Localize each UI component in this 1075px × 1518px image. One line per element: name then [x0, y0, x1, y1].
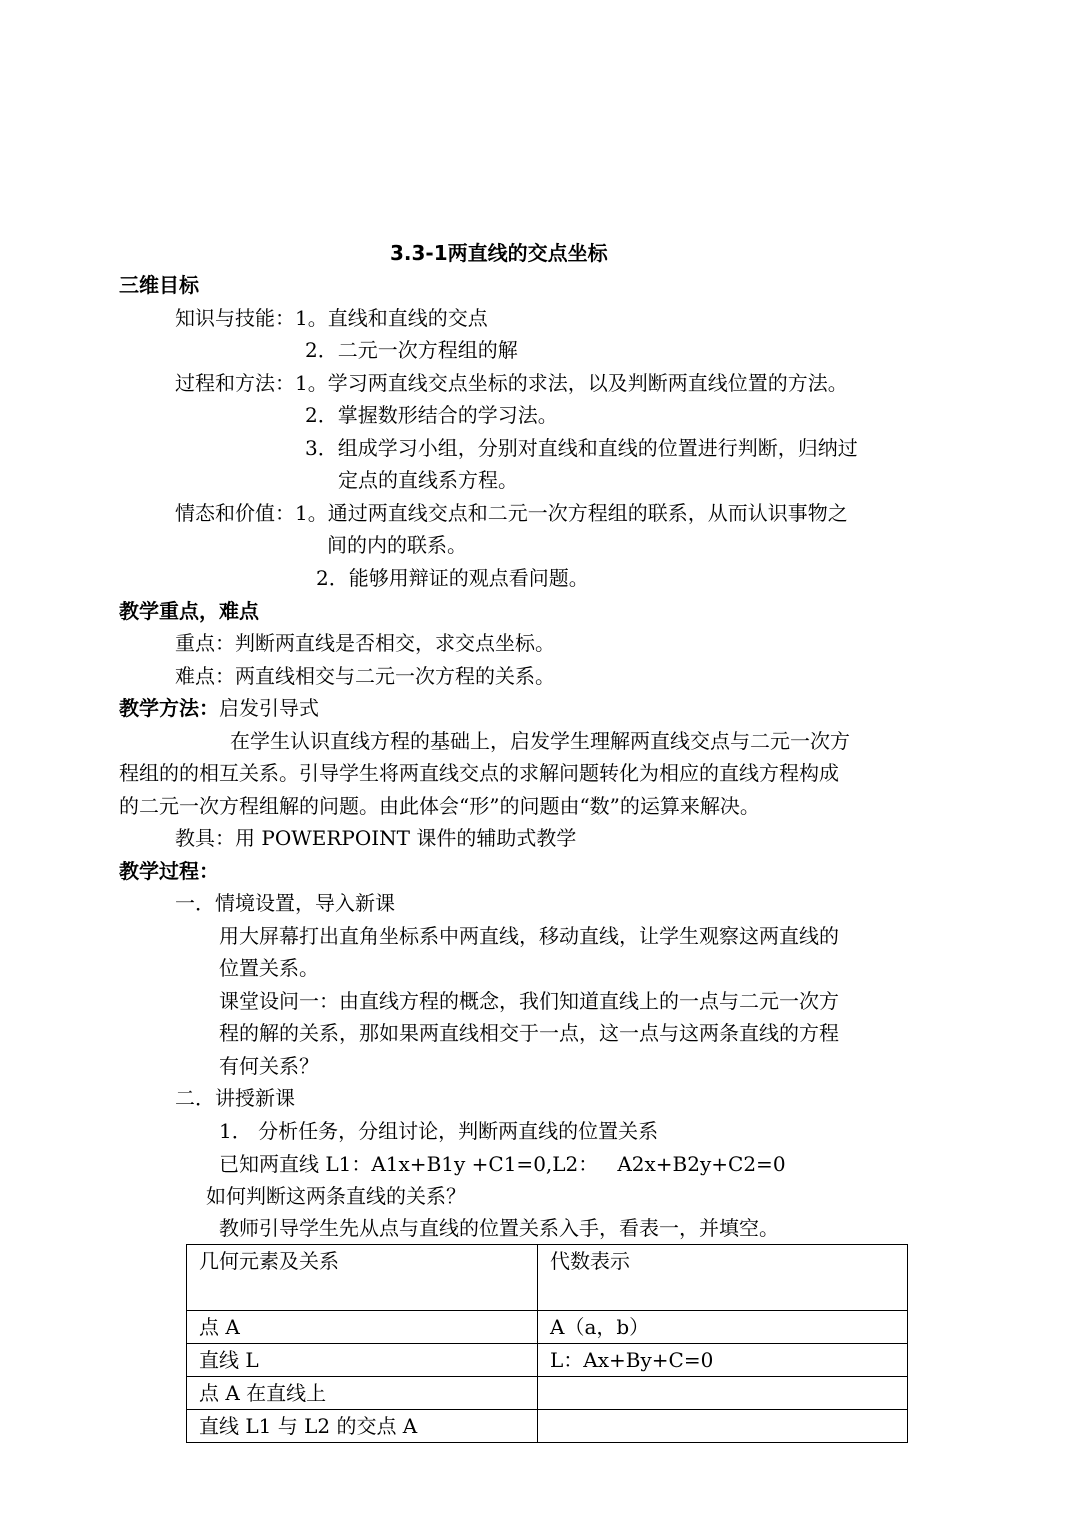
page-title: 3.3-1两直线的交点坐标	[390, 241, 608, 265]
process-line-3a: 3．组成学习小组，分别对直线和直线的位置进行判断，归纳过	[305, 436, 858, 460]
step1-question-a: 课堂设问一：由直线方程的概念，我们知道直线上的一点与二元一次方	[219, 989, 839, 1013]
knowledge-line-1: 知识与技能：1。直线和直线的交点	[175, 306, 488, 330]
table-header-cell: 几何元素及关系	[187, 1245, 538, 1311]
method-paragraph-1: 在学生认识直线方程的基础上，启发学生理解两直线交点与二元一次方	[230, 729, 850, 753]
table-header-row	[187, 1245, 908, 1311]
process-line-1: 过程和方法：1。学习两直线交点坐标的求法，以及判断两直线位置的方法。	[175, 371, 848, 395]
table-row	[187, 1344, 908, 1377]
table-cell: 直线 L1 与 L2 的交点 A	[187, 1410, 538, 1443]
emotion-line-2: 2．能够用辩证的观点看问题。	[316, 566, 589, 590]
process-line-3b: 定点的直线系方程。	[338, 468, 518, 492]
method-paragraph-2: 程组的的相互关系。引导学生将两直线交点的求解问题转化为相应的直线方程构成	[119, 761, 839, 785]
table-cell: L：Ax+By+C=0	[538, 1344, 908, 1377]
method-row	[119, 693, 319, 723]
method-heading: 教学方法：	[119, 696, 219, 720]
table-cell	[538, 1377, 908, 1410]
step1-paragraph-a: 用大屏幕打出直角坐标系中两直线，移动直线，让学生观察这两直线的	[219, 924, 839, 948]
step2-item-1: 1． 分析任务，分组讨论，判断两直线的位置关系	[219, 1119, 659, 1143]
table-cell: A（a，b）	[538, 1311, 908, 1344]
step1-question-b: 程的解的关系，那如果两直线相交于一点，这一点与这两条直线的方程	[219, 1021, 839, 1045]
table-cell	[538, 1410, 908, 1443]
table-row	[187, 1377, 908, 1410]
table-cell: 直线 L	[187, 1344, 538, 1377]
step1-question-c: 有何关系？	[219, 1054, 319, 1078]
method-value: 启发引导式	[219, 696, 319, 720]
goals-heading: 三维目标	[119, 273, 199, 297]
relation-table	[186, 1244, 908, 1443]
step2-guide: 教师引导学生先从点与直线的位置关系入手，看表一，并填空。	[219, 1216, 779, 1240]
step2-how: 如何判断这两条直线的关系？	[206, 1184, 466, 1208]
step1-title: 一．情境设置，导入新课	[175, 891, 395, 915]
key-point: 重点：判断两直线是否相交，求交点坐标。	[175, 631, 555, 655]
table-cell: 点 A	[187, 1311, 538, 1344]
tools: 教具：用 POWERPOINT 课件的辅助式教学	[175, 826, 577, 850]
method-paragraph-3: 的二元一次方程组解的问题。由此体会“形”的问题由“数”的运算来解决。	[119, 794, 760, 818]
emotion-line-1a: 情态和价值：1。通过两直线交点和二元一次方程组的联系，从而认识事物之	[175, 501, 848, 525]
knowledge-line-2: 2．二元一次方程组的解	[305, 338, 518, 362]
difficulty: 难点：两直线相交与二元一次方程的关系。	[175, 664, 555, 688]
step1-paragraph-b: 位置关系。	[219, 956, 319, 980]
table-header-cell: 代数表示	[538, 1245, 908, 1311]
table-row	[187, 1311, 908, 1344]
table-cell: 点 A 在直线上	[187, 1377, 538, 1410]
step2-title: 二．讲授新课	[175, 1086, 295, 1110]
process-line-2: 2．掌握数形结合的学习法。	[305, 403, 558, 427]
step2-given: 已知两直线 L1：A1x+B1y +C1=0,L2： A2x+B2y+C2=0	[219, 1152, 786, 1176]
emotion-line-1b: 间的内的联系。	[327, 533, 467, 557]
process-heading: 教学过程：	[119, 859, 219, 883]
key-heading: 教学重点，难点	[119, 599, 259, 623]
table-row	[187, 1410, 908, 1443]
